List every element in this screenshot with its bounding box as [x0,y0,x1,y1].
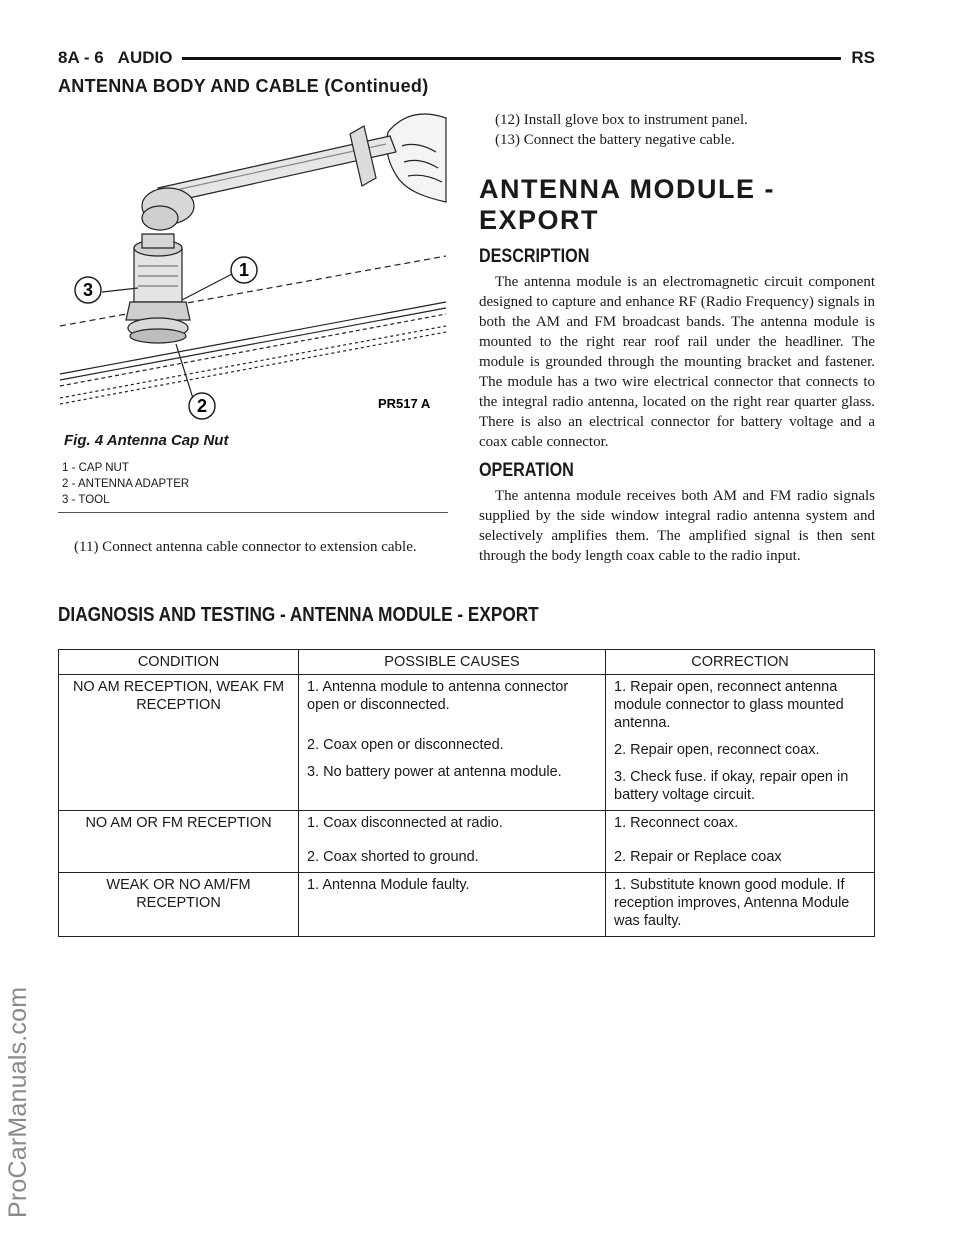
diagnosis-table [58,649,875,937]
diagnosis-heading: DIAGNOSIS AND TESTING - ANTENNA MODULE - EXPORT [58,604,539,626]
column-header-correction: CORRECTION [606,650,875,675]
corrections-cell [606,811,875,873]
table-row [59,811,875,873]
cause-item: 1. Antenna Module faulty. [307,877,470,893]
antenna-tool-drawing [58,106,448,426]
antenna-cap-nut-illustration [58,106,448,426]
section-title: ANTENNA MODULE - EXPORT [479,174,775,235]
table-row [59,873,875,937]
condition-cell: NO AM OR FM RECEPTION [59,811,299,873]
description-text: The antenna module is an electromagnetic circuit component designed to capture and enhance RF (Radio Frequency) signals in both the AM and FM broadcast bands. The antenna module is mounted to the right rear roof rail under the headliner. The module is grounded through the mounting bracket and fastener. The module has a two wire electrical connector that connects to the integral radio antenna, located on the right rear quarter glass. There is also an electrical connector for battery voltage and a coax cable connector. [479,274,875,450]
figure-code: PR517 A [378,396,431,411]
causes-cell [299,811,606,873]
cause-item: 1. Antenna module to antenna connector open or disconnected. [307,679,569,713]
figure-divider [58,512,448,513]
cause-item: 2. Coax open or disconnected. [307,737,504,753]
callout-2: 2 [196,396,208,416]
right-column [479,110,875,566]
step-11: (11) Connect antenna cable connector to extension cable. [74,539,417,555]
condition-cell: NO AM RECEPTION, WEAK FM RECEPTION [59,675,299,811]
correction-item: 2. Repair or Replace coax [614,849,782,865]
callout-3: 3 [82,280,94,300]
correction-item: 2. Repair open, reconnect coax. [614,742,820,758]
correction-item: 3. Check fuse. if okay, repair open in battery voltage circuit. [614,769,849,803]
correction-item: 1. Reconnect coax. [614,815,739,831]
table-header-row [59,650,875,675]
model-code: RS [851,48,875,67]
section-name: AUDIO [117,48,173,67]
page-number: 8A - 6 [58,48,104,67]
causes-cell [299,675,606,811]
legend-item: 2 - ANTENNA ADAPTER [62,478,190,490]
corrections-cell [606,675,875,811]
column-header-causes: POSSIBLE CAUSES [299,650,606,675]
description-heading: DESCRIPTION [479,246,590,267]
table-row [59,675,875,811]
header-rule [182,57,841,60]
corrections-cell [606,873,875,937]
correction-item: 1. Substitute known good module. If reception improves, Antenna Module was faulty. [614,877,850,929]
operation-heading: OPERATION [479,460,574,481]
correction-item: 1. Repair open, reconnect antenna module connector to glass mounted antenna. [614,679,844,731]
figure-legend [62,460,189,508]
condition-cell: WEAK OR NO AM/FM RECEPTION [59,873,299,937]
cause-item: 1. Coax disconnected at radio. [307,815,503,831]
side-watermark: ProCarManuals.com [4,986,32,1218]
causes-cell [299,873,606,937]
step-13: (13) Connect the battery negative cable. [495,132,735,148]
figure-title: Fig. 4 Antenna Cap Nut [64,432,229,449]
callout-1: 1 [238,260,250,280]
legend-item: 3 - TOOL [62,494,110,506]
page-header [58,46,875,70]
step-12: (12) Install glove box to instrument panel. [495,112,748,128]
cause-item: 3. No battery power at antenna module. [307,764,562,780]
legend-item: 1 - CAP NUT [62,462,129,474]
column-header-condition: CONDITION [59,650,299,675]
operation-text: The antenna module receives both AM and FM radio signals supplied by the side window integral radio antenna system and selectively amplifies them. The amplified signal is then sent through the body length coax cable to the radio input. [479,488,875,564]
continued-heading: ANTENNA BODY AND CABLE (Continued) [58,76,429,96]
cause-item: 2. Coax shorted to ground. [307,849,479,865]
